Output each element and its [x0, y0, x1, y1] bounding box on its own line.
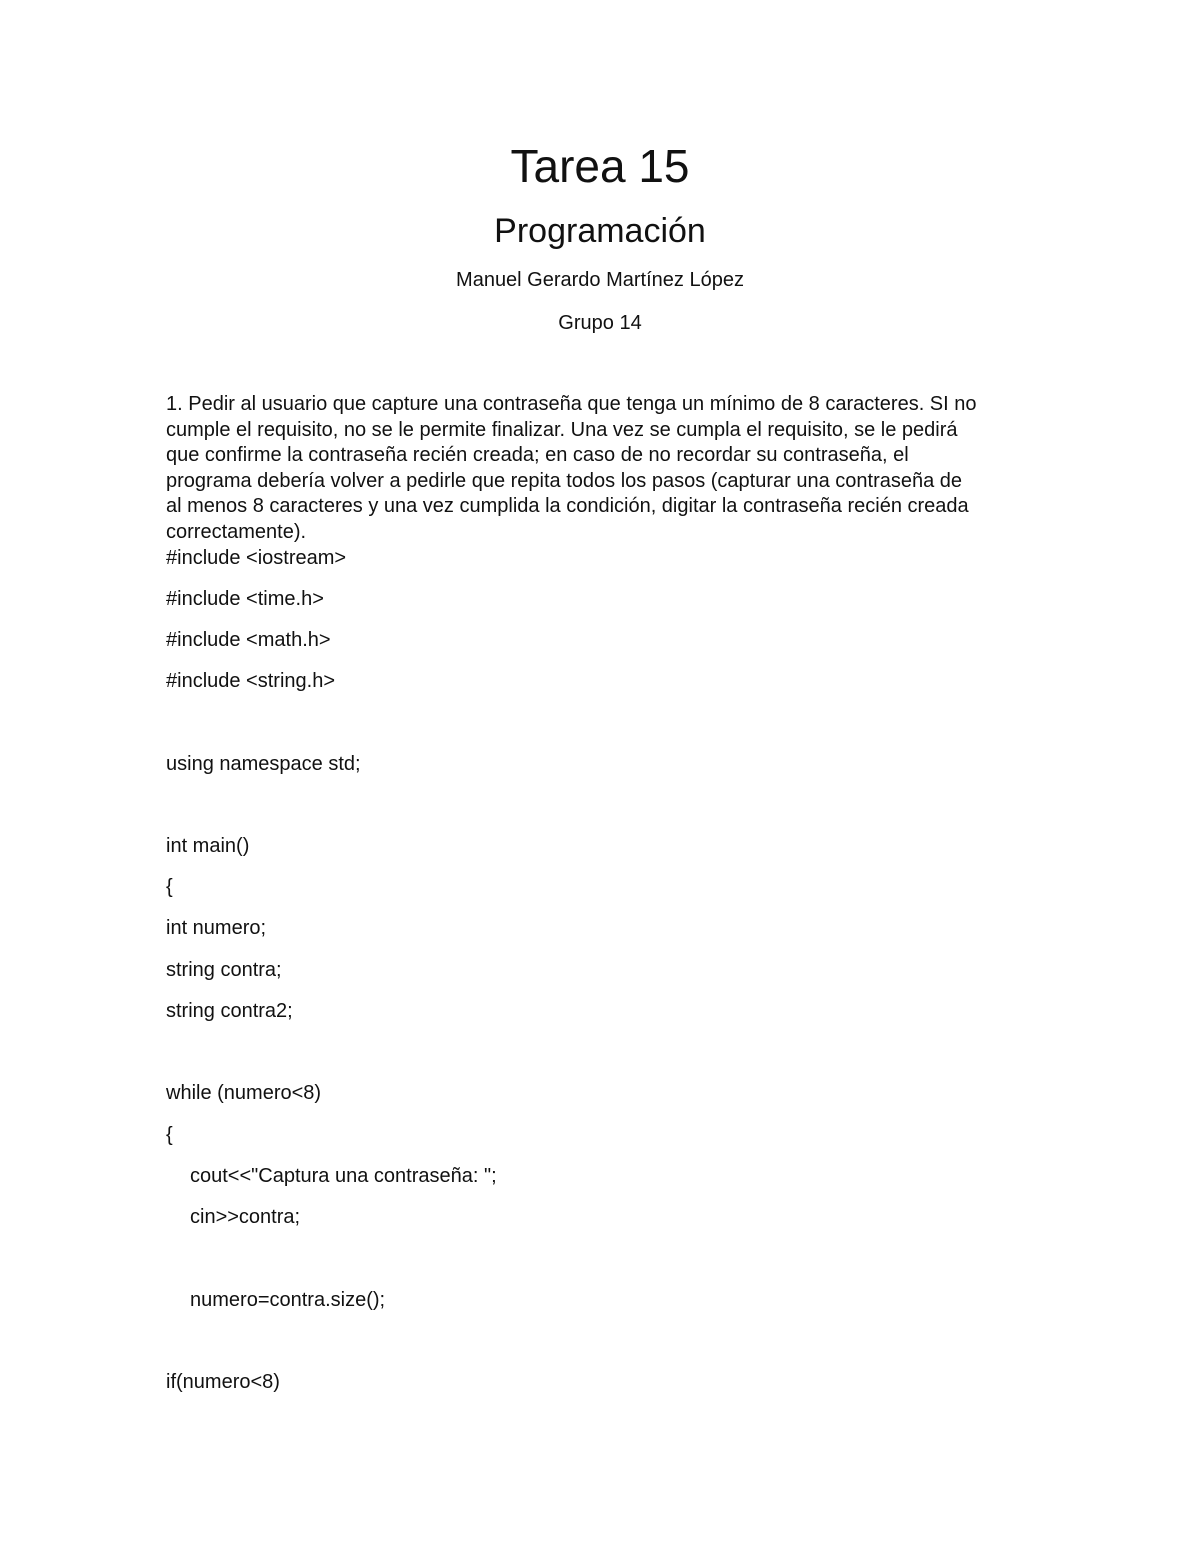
- code-line: while (numero<8): [166, 1082, 322, 1104]
- document-subtitle: Programación: [494, 212, 706, 250]
- task-statement: [166, 392, 1036, 545]
- code-line: #include <math.h>: [166, 629, 331, 651]
- author-name: Manuel Gerardo Martínez López: [456, 269, 744, 291]
- task-line: 1. Pedir al usuario que capture una contraseña que tenga un mínimo de 8 caracteres. SI no: [166, 393, 977, 415]
- code-line: cin>>contra;: [190, 1206, 301, 1228]
- code-line: {: [166, 876, 173, 898]
- group-label: Grupo 14: [558, 312, 642, 334]
- code-line: #include <string.h>: [166, 670, 336, 692]
- code-line: {: [166, 1124, 173, 1146]
- code-line: string contra2;: [166, 1000, 293, 1022]
- code-line: #include <time.h>: [166, 588, 324, 610]
- task-line: programa debería volver a pedirle que repita todos los pasos (capturar una contraseña de: [166, 469, 963, 492]
- task-line: cumple el requisito, no se le permite finalizar. Una vez se cumpla el requisito, se le pedirá: [166, 418, 958, 441]
- code-line: int numero;: [166, 917, 267, 939]
- code-line: string contra;: [166, 959, 282, 981]
- code-line: #include <iostream>: [166, 547, 347, 569]
- task-line: al menos 8 caracteres y una vez cumplida la condición, digitar la contraseña recién creada: [166, 495, 969, 517]
- task-line: correctamente).: [166, 520, 307, 543]
- code-line: numero=contra.size();: [190, 1289, 386, 1311]
- document-title: Tarea 15: [510, 140, 690, 192]
- task-line: que confirme la contraseña recién creada; en caso de no recordar su contraseña, el: [166, 444, 909, 466]
- code-line: int main(): [166, 835, 250, 857]
- code-line: if(numero<8): [166, 1371, 280, 1393]
- code-line: cout<<"Captura una contraseña: ";: [190, 1165, 497, 1187]
- code-line: using namespace std;: [166, 753, 361, 775]
